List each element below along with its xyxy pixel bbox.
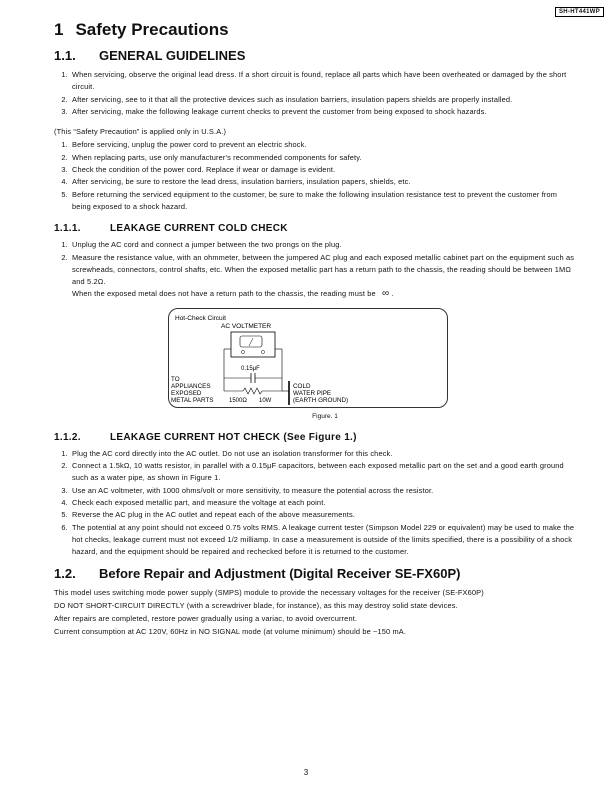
paragraph: This model uses switching mode power supply (SMPS) module to provide the necessary voltages for the receiver (SE-FX60P) [54, 588, 484, 598]
paragraph: Current consumption at AC 120V, 60Hz in NO SIGNAL mode (at volume minimum) should be ~150 mA. [54, 627, 407, 637]
right-label: COLD [293, 382, 311, 390]
period: . [391, 289, 394, 299]
list-item: 2. Connect a 1.5kΩ, 10 watts resistor, in parallel with a 0.15μF capacitors, between each exposed metallic part on the set and a good earth ground such as a water pipe, as shown in Figure 1. [70, 460, 576, 485]
model-tag: SH-HT441WP [555, 7, 604, 17]
list-item: 4. Check each exposed metallic part, and measure the voltage at each point. [70, 497, 576, 509]
paragraph: DO NOT SHORT-CIRCUIT DIRECTLY (with a screwdriver blade, for instance), as this may destroy solid state devices. [54, 600, 458, 610]
left-label: APPLIANCES [171, 382, 211, 390]
hot-check-circuit-figure [168, 308, 448, 408]
list-item: 3. Use an AC voltmeter, with 1000 ohms/volt or more sensitivity, to measure the potential across the resistor. [70, 485, 576, 497]
paragraph: After repairs are completed, restore power gradually using a variac, to avoid overcurrent. [54, 614, 358, 624]
list-item: 5. Reverse the AC plug in the AC outlet and repeat each of the above measurements. [70, 509, 576, 521]
figure-title: Hot-Check Circuit [175, 314, 226, 322]
resistor [243, 388, 262, 394]
list-item-text: Measure the resistance value, with an ohmmeter, between the jumpered AC plug and each exposed metallic cabinet part on the equipment such as screwheads, connectors, control shafts, etc. When the exposed metallic part has a return path to the chassis, the reading should be between 1MΩ and 5.2Ω. [72, 252, 575, 287]
list-item: 1. Unplug the AC cord and connect a jumper between the two prongs on the plug. [70, 239, 576, 251]
section-number: 1.1.1. [54, 223, 81, 235]
list-item-text: When the exposed metal does not have a return path to the chassis, the reading must be [72, 289, 376, 299]
page-content [54, 20, 576, 639]
list-item: 3. After servicing, make the following leakage current checks to prevent the customer from being exposed to shock hazards. [70, 106, 576, 118]
section-title: Safety Precautions [75, 20, 229, 39]
list-item: 1. When servicing, observe the original lead dress. If a short circuit is found, replace all parts which have been overheated or damaged by the short circuit. [70, 69, 576, 94]
cold-check-list [54, 239, 576, 300]
section-number: 1.1.2. [54, 431, 81, 443]
usa-note: (This “Safety Precaution” is applied only in U.S.A.) [54, 127, 227, 137]
page-title [54, 20, 576, 40]
list-item: 1. Before servicing, unplug the power cord to prevent an electric shock. [70, 139, 576, 151]
list-item: 5. Before returning the serviced equipment to the customer, be sure to make the following insulation resistance test to prevent the customer from being exposed to a shock hazard. [70, 189, 576, 214]
left-label: TO [171, 375, 180, 383]
watt-label: 10W [259, 397, 272, 404]
list-item: 1. Plug the AC cord directly into the AC outlet. Do not use an isolation transformer for this check. [70, 448, 576, 460]
circuit-diagram [169, 309, 447, 407]
section-title: LEAKAGE CURRENT HOT CHECK (See Figure 1.) [110, 431, 357, 443]
right-label: (EARTH GROUND) [293, 396, 349, 404]
figure-caption: Figure. 1 [312, 412, 338, 420]
hot-check-list [54, 448, 576, 559]
voltmeter-label: AC VOLTMETER [221, 322, 272, 330]
section-title: Before Repair and Adjustment (Digital Receiver SE-FX60P) [99, 566, 461, 582]
heading-1-1-2 [54, 432, 576, 443]
heading-1-1 [54, 48, 576, 63]
general-guidelines-list [54, 69, 576, 118]
list-item: 2. When replacing parts, use only manufacturer's recommended components for safety. [70, 152, 576, 164]
list-item: 2. After servicing, see to it that all the protective devices such as insulation barriers, insulation papers shields are properly installed. [70, 94, 576, 106]
page-number: 3 [303, 768, 309, 777]
heading-1-1-1 [54, 223, 576, 234]
terminal [261, 350, 264, 353]
voltmeter-needle [249, 338, 253, 346]
section-title: LEAKAGE CURRENT COLD CHECK [110, 223, 288, 235]
resistor-label: 1500Ω [229, 397, 247, 404]
left-label: EXPOSED [171, 389, 202, 397]
list-item: 3. Check the condition of the power cord. Replace if wear or damage is evident. [70, 164, 576, 176]
heading-1-2 [54, 566, 576, 581]
section-number: 1.1. [54, 48, 76, 63]
right-label: WATER PIPE [293, 389, 332, 397]
list-item [70, 252, 576, 301]
list-item: 4. After servicing, be sure to restore the lead dress, insulation barriers, insulation papers, shields, etc. [70, 176, 576, 188]
section-title: GENERAL GUIDELINES [99, 48, 246, 63]
list-item: 6. The potential at any point should not exceed 0.75 volts RMS. A leakage current tester (Simpson Model 229 or equivalent) may be used to make the hot checks, leakage current must not exceed 1/2 milliamp. In case a measurement is outside of the limits specified, there is a possibility of a shock hazard, and the equipment should be repaired and rechecked before it is returned to the customer. [70, 522, 576, 559]
section-number: 1.2. [54, 566, 76, 582]
usa-precaution-list [54, 139, 576, 213]
infinity-symbol: ∞ [382, 288, 390, 300]
section-number: 1 [54, 20, 64, 39]
left-label: METAL PARTS [171, 396, 214, 404]
terminal [241, 350, 244, 353]
capacitor-label: 0.15μF [241, 365, 260, 372]
